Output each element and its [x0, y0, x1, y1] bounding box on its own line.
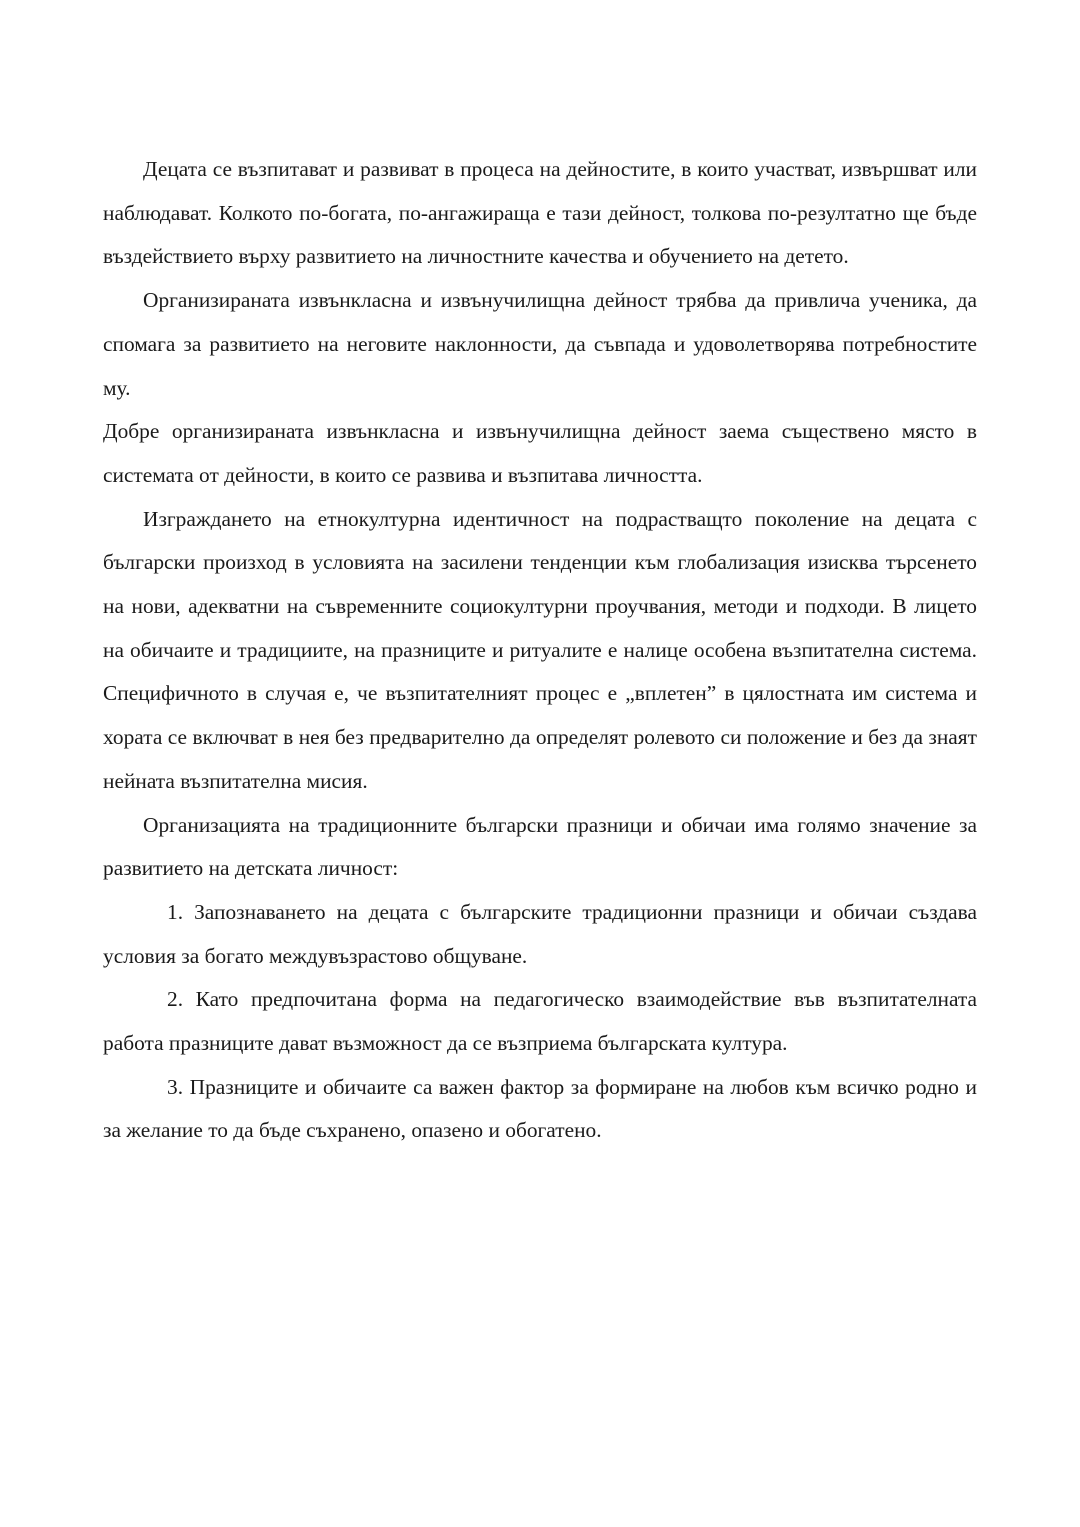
- body-text: [103, 148, 977, 1153]
- paragraph-ethnocultural-identity: Изграждането на етнокултурна идентичност на подрастващто поколение на децата с български произход в условията на засилени тенденции към глобализация изисква търсенето на нови, адекватни на съвременните социокултурни проучвания, методи и подходи. В лицето на обичаите и традициите, на празниците и ритуалите е налице особена възпитателна система. Специфичното в случая е, че възпитателният процес е „вплетен” в цялостната им система и хората се включват в нея без предварително да определят ролевото си положение и без да знаят нейната възпитателна мисия.: [103, 506, 977, 793]
- paragraph-activities: Децата се възпитават и развиват в процеса на дейностите, в които участват, извършват или наблюдават. Колкото по-богата, по-ангажираща е тази дейност, толкова по-резултатно ще бъде въздействието върху развитието на личностните качества и обучението на детето.: [103, 157, 977, 269]
- paragraph-well-organized: Добре организираната извънкласна и извънучилищна дейност заема съществено място в системата от дейности, в които се развива и възпитава личността.: [103, 419, 977, 487]
- paragraph-holidays-organization: Организацията на традиционните български празници и обичаи има голямо значение за развитието на детската личност:: [103, 812, 977, 881]
- list-item-3: 3. Празниците и обичаите са важен фактор за формиране на любов към всичко родно и за желание то да бъде съхранено, опазено и обогатено.: [103, 1074, 977, 1143]
- paragraph-extracurricular: Организираната извънкласна и извънучилищна дейност трябва да привлича ученика, да спомага за развитието на неговите наклонности, да съвпада и удоволетворява потребностите му.: [103, 288, 977, 400]
- list-item-1: 1. Запознаването на децата с българските традиционни празници и обичаи създава условия за богато междувъзрастово общуване.: [103, 899, 977, 968]
- list-item-2: 2. Като предпочитана форма на педагогическо взаимодействие във възпитателната работа празниците дават възможност да се възприема българската култура.: [103, 987, 977, 1056]
